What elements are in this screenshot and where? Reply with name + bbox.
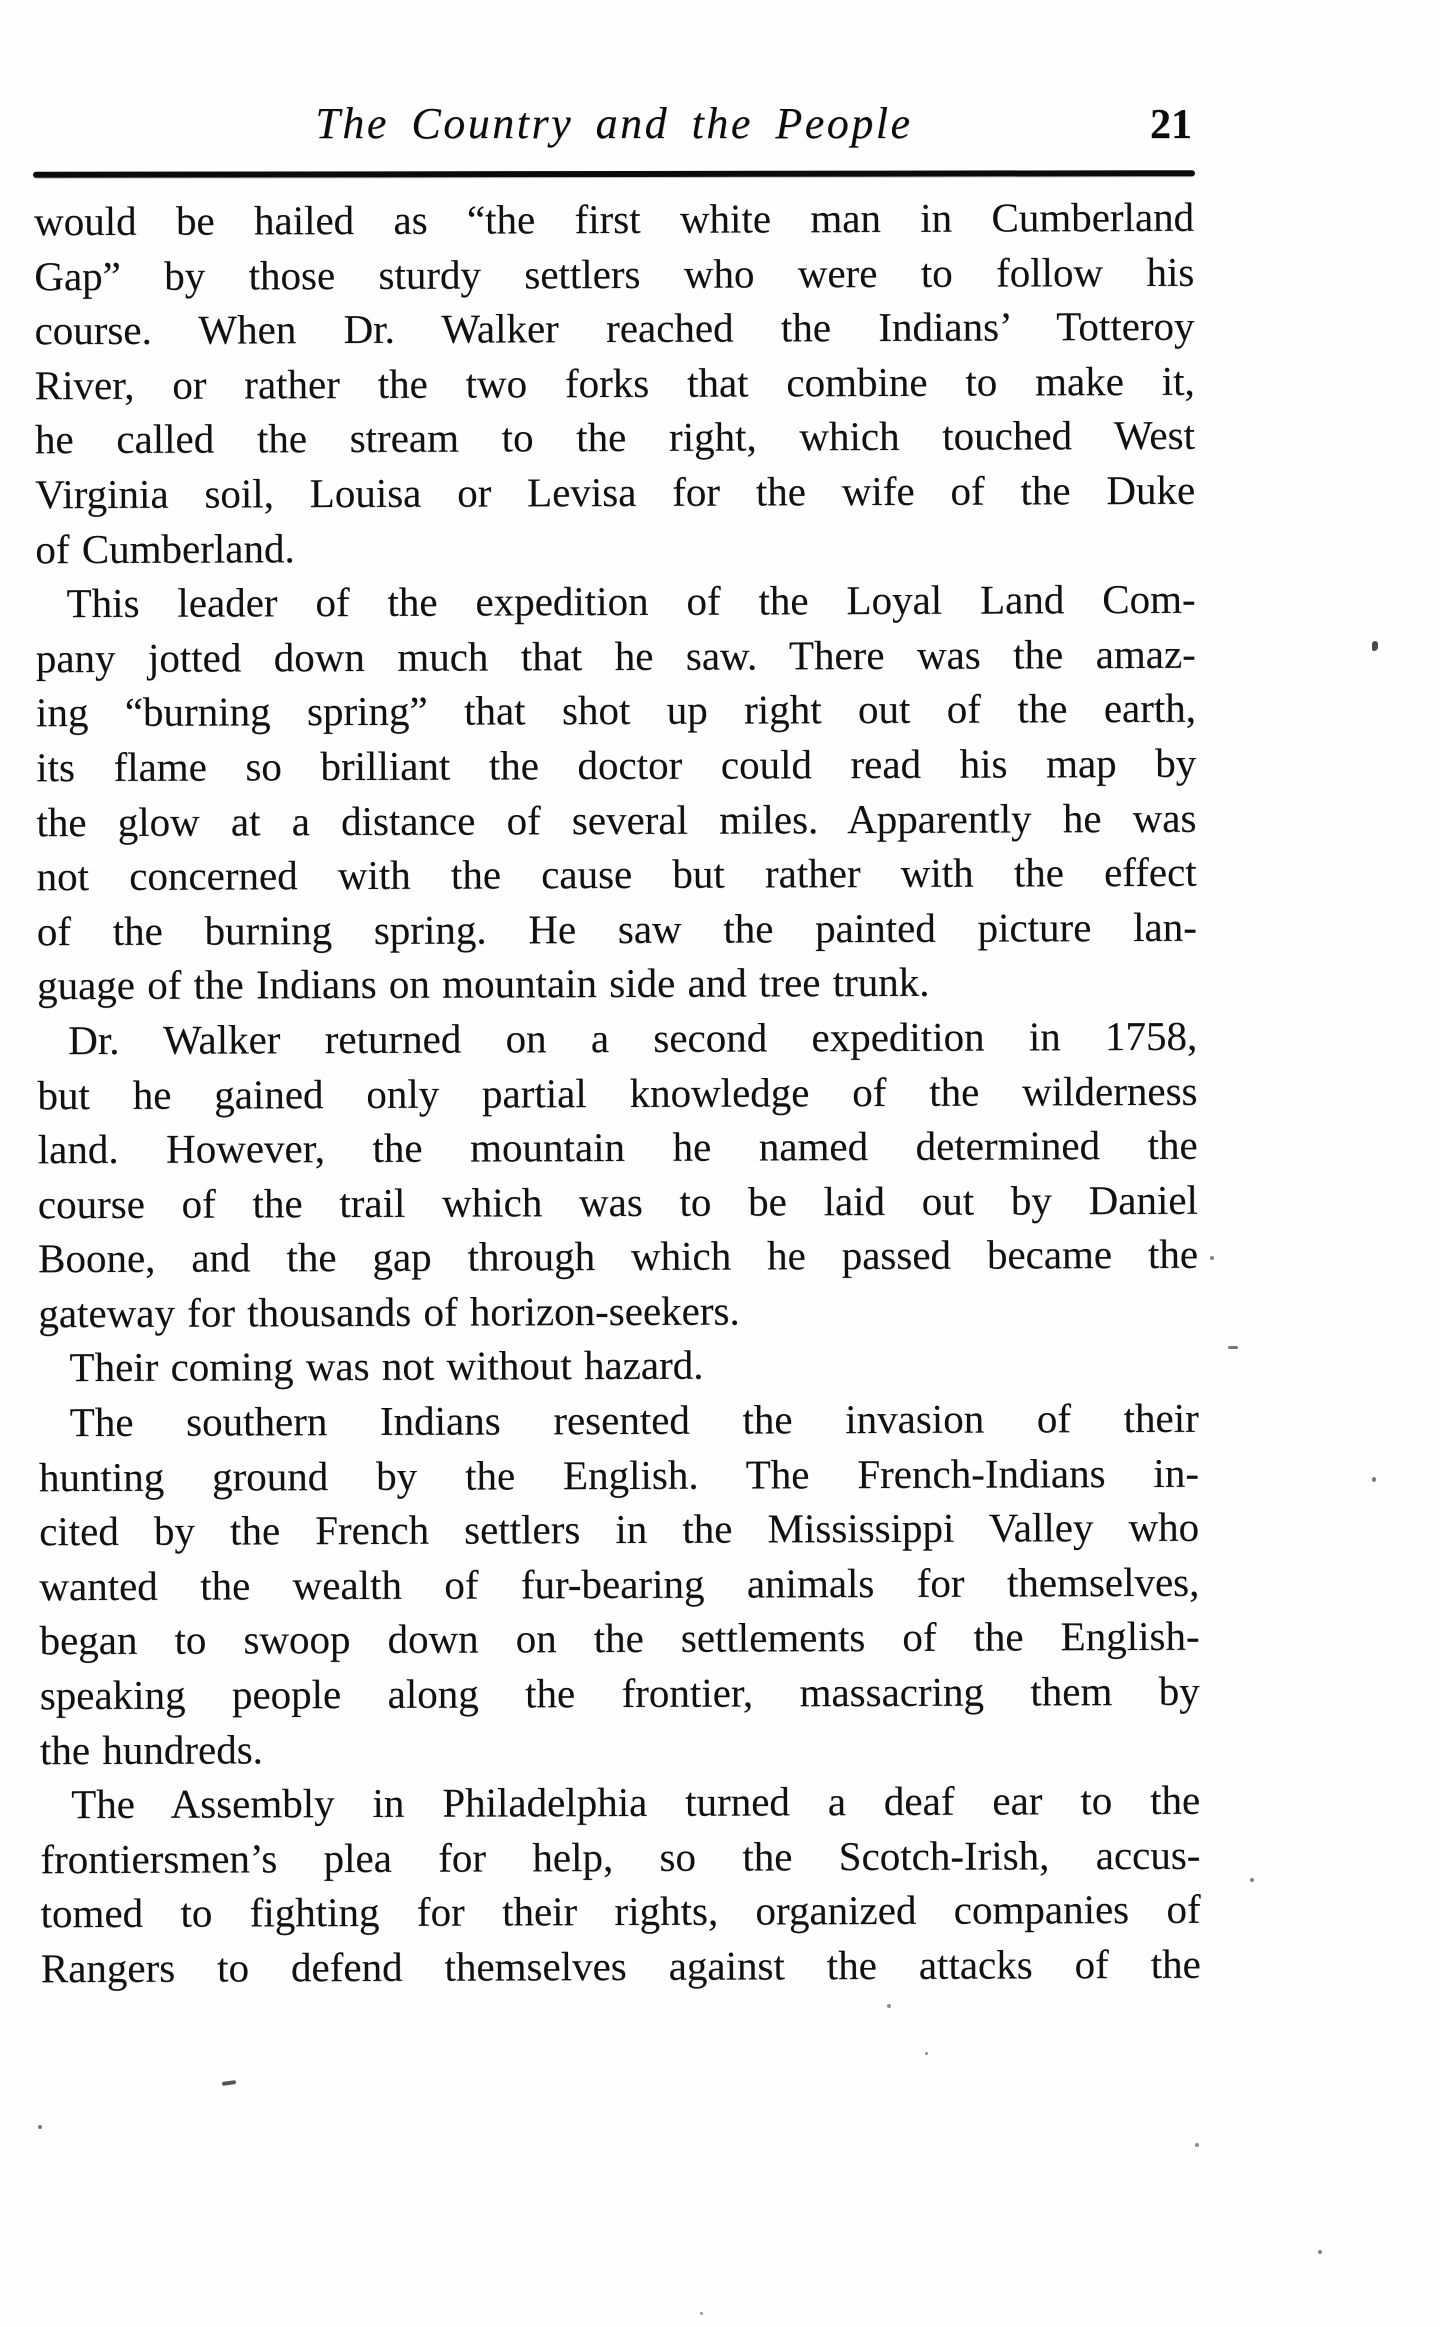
text-line: not concerned with the cause but rather with the effect [36, 848, 1197, 900]
page-header [34, 98, 1194, 170]
page-number: 21 [1150, 102, 1192, 148]
text-line: pany jotted down much that he saw. There was the amaz- [35, 630, 1196, 681]
text-line: speaking people along the frontier, massacring them by [39, 1667, 1200, 1719]
text-line: River, or rather the two forks that combine to make it, [34, 357, 1195, 409]
text-line: Dr. Walker returned on a second expedition in 1758, [68, 1012, 1198, 1064]
text-line: Virginia soil, Louisa or Levisa for the wife of the Duke [35, 466, 1196, 518]
scan-speck [700, 2312, 703, 2315]
text-line: tomed to fighting for their rights, organized companies of [40, 1886, 1201, 1937]
scan-speck [222, 2080, 236, 2086]
text-line: Their coming was not without hazard. [69, 1342, 704, 1391]
text-line: the hundreds. [39, 1725, 263, 1773]
text-line: Rangers to defend themselves against the attacks of the [40, 1940, 1201, 1992]
scan-speck [1372, 641, 1378, 651]
text-line: course. When Dr. Walker reached the Indians’ Totteroy [34, 302, 1195, 354]
text-line: frontiersmen’s plea for help, so the Scotch-Irish, accus- [40, 1831, 1201, 1883]
text-line: This leader of the expedition of the Loyal Land Com- [66, 575, 1196, 627]
scan-speck [925, 2052, 928, 2055]
text-line: The Assembly in Philadelphia turned a deaf ear to the [71, 1776, 1201, 1828]
scan-speck [887, 2004, 891, 2008]
scan-speck [1210, 1256, 1214, 1260]
text-line: Boone, and the gap through which he passed became the [38, 1231, 1199, 1282]
text-line: of the burning spring. He saw the painted picture lan- [36, 903, 1197, 954]
scan-speck [38, 2125, 42, 2129]
scan-speck [1372, 1477, 1376, 1482]
text-line: its flame so brilliant the doctor could read his map by [36, 739, 1197, 791]
header-rule [33, 170, 1195, 178]
text-line: land. However, the mountain he named determined the [37, 1121, 1198, 1173]
scan-speck [1318, 2250, 1322, 2254]
text-line: wanted the wealth of fur-bearing animals for themselves, [39, 1558, 1200, 1610]
text-line: The southern Indians resented the invasion of their [69, 1394, 1199, 1446]
text-line: the glow at a distance of several miles. Apparently he was [36, 794, 1197, 845]
text-line: Gap” by those sturdy settlers who were to follow his [34, 248, 1195, 299]
text-line: guage of the Indians on mountain side and tree trunk. [36, 959, 930, 1009]
text-line: hunting ground by the English. The French-Indians in- [38, 1449, 1200, 1500]
text-line: but he gained only partial knowledge of the wilderness [37, 1067, 1198, 1118]
text-line: course of the trail which was to be laid out by Daniel [37, 1176, 1198, 1227]
scan-speck [1228, 1346, 1238, 1349]
text-line: began to swoop down on the settlements of the English- [39, 1613, 1200, 1664]
text-line: of Cumberland. [35, 524, 295, 572]
text-line: would be hailed as “the first white man in Cumberland [34, 193, 1195, 245]
text-line: ing “burning spring” that shot up right out of the earth, [35, 685, 1197, 736]
scan-speck [1250, 1878, 1254, 1882]
body-text [34, 190, 1201, 1996]
text-line: gateway for thousands of horizon-seekers. [38, 1287, 740, 1337]
text-line: cited by the French settlers in the Mississippi Valley who [39, 1504, 1200, 1555]
scan-speck [1195, 2143, 1199, 2147]
running-head-title: The Country and the People [315, 99, 913, 148]
text-line: he called the stream to the right, which touched West [34, 412, 1196, 463]
